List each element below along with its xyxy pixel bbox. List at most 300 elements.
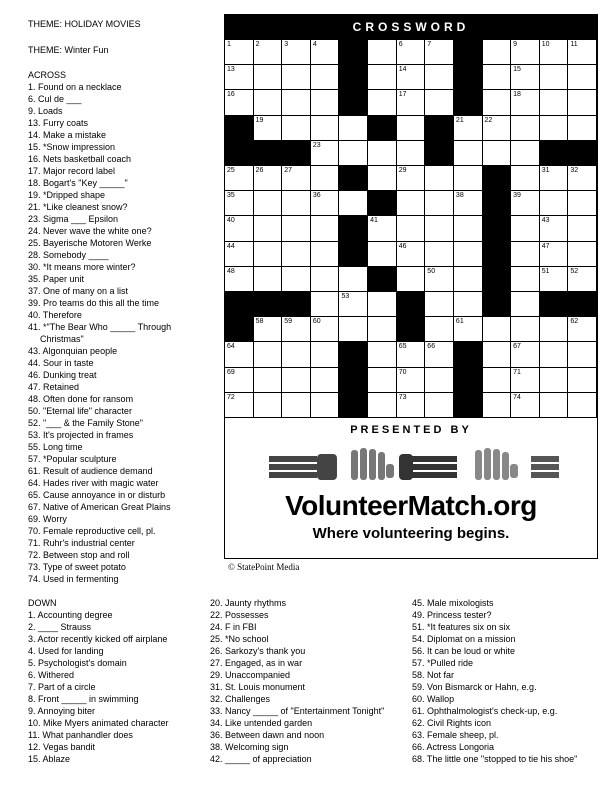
cell-number: 67 xyxy=(513,343,521,351)
grid-cell[interactable] xyxy=(339,191,368,216)
grid-cell[interactable] xyxy=(225,242,254,267)
grid-cell[interactable] xyxy=(397,368,426,393)
cell-number: 47 xyxy=(541,242,550,250)
grid-cell[interactable] xyxy=(511,166,540,191)
across-clue: 71. Ruhr's industrial center xyxy=(28,538,135,548)
across-clue: 40. Therefore xyxy=(28,310,82,320)
across-clue: 55. Long time xyxy=(28,442,83,452)
down-clues-col1 xyxy=(28,597,169,765)
across-header: ACROSS xyxy=(28,70,67,80)
grid-block xyxy=(339,90,368,115)
grid-cell[interactable] xyxy=(397,393,426,418)
grid-cell[interactable] xyxy=(311,40,340,65)
grid-cell[interactable] xyxy=(540,317,569,342)
grid-cell[interactable] xyxy=(368,166,397,191)
grid-cell[interactable] xyxy=(368,317,397,342)
down-clue: 27. Engaged, as in war xyxy=(210,658,303,668)
cell-number: 15 xyxy=(513,66,521,74)
grid-cell[interactable] xyxy=(568,342,597,367)
grid-cell[interactable] xyxy=(483,90,512,115)
cell-number: 14 xyxy=(398,66,407,74)
down-clue: 57. *Pulled ride xyxy=(412,658,474,668)
grid-cell[interactable] xyxy=(425,317,454,342)
grid-cell[interactable] xyxy=(225,90,254,115)
grid-cell[interactable] xyxy=(311,90,340,115)
grid-cell[interactable] xyxy=(483,141,512,166)
cell-number: 32 xyxy=(570,167,579,174)
grid-cell[interactable] xyxy=(282,242,311,267)
credit-line: © StatePoint Media xyxy=(228,562,300,572)
down-clue: 51. *It features six on six xyxy=(412,622,511,632)
grid-cell[interactable] xyxy=(568,90,597,115)
grid-cell[interactable] xyxy=(540,191,569,216)
cell-number: 46 xyxy=(398,242,407,250)
grid-block xyxy=(568,141,597,166)
grid-block xyxy=(339,242,368,267)
down-clue: 31. St. Louis monument xyxy=(210,682,306,692)
grid-cell[interactable] xyxy=(225,393,254,418)
grid-cell[interactable] xyxy=(254,267,283,292)
grid-cell[interactable] xyxy=(282,65,311,90)
grid-cell[interactable] xyxy=(568,216,597,241)
grid-cell[interactable] xyxy=(311,393,340,418)
grid-cell[interactable] xyxy=(282,90,311,115)
cell-number: 50 xyxy=(427,267,436,275)
grid-block xyxy=(339,65,368,90)
cell-number: 4 xyxy=(312,41,317,48)
grid-cell[interactable] xyxy=(311,368,340,393)
grid-cell[interactable] xyxy=(483,116,512,141)
grid-cell[interactable] xyxy=(254,342,283,367)
grid-cell[interactable] xyxy=(568,116,597,141)
grid-cell[interactable] xyxy=(568,191,597,216)
grid-cell[interactable] xyxy=(368,141,397,166)
down-clue: 66. Actress Longoria xyxy=(412,742,495,752)
grid-cell[interactable] xyxy=(339,267,368,292)
grid-cell[interactable] xyxy=(397,242,426,267)
grid-cell[interactable] xyxy=(225,191,254,216)
grid-block xyxy=(483,216,512,241)
across-clue: 64. Hades river with magic water xyxy=(28,478,159,488)
grid-cell[interactable] xyxy=(425,292,454,317)
grid-cell[interactable] xyxy=(511,393,540,418)
crossword-grid xyxy=(225,40,597,418)
grid-cell[interactable] xyxy=(282,267,311,292)
grid-block xyxy=(225,116,254,141)
down-clues-col3 xyxy=(412,597,577,765)
across-clue: 67. Native of American Great Plains xyxy=(28,502,171,512)
grid-cell[interactable] xyxy=(511,342,540,367)
cell-number: 41 xyxy=(370,217,378,225)
across-clue: 14. Make a mistake xyxy=(28,130,107,140)
grid-cell[interactable] xyxy=(339,292,368,317)
grid-cell[interactable] xyxy=(511,90,540,115)
grid-block xyxy=(339,342,368,367)
cell-number: 62 xyxy=(570,318,579,326)
down-clue: 8. Front _____ in swimming xyxy=(28,694,139,704)
across-clue: 48. Often done for ransom xyxy=(28,394,134,404)
across-clue: 70. Female reproductive cell, pl. xyxy=(28,526,156,536)
grid-cell[interactable] xyxy=(511,317,540,342)
grid-cell[interactable] xyxy=(511,65,540,90)
grid-cell[interactable] xyxy=(254,116,283,141)
grid-cell[interactable] xyxy=(454,317,483,342)
down-clue: 12. Vegas bandit xyxy=(28,742,96,752)
down-clue: 24. F in FBI xyxy=(210,622,257,632)
grid-cell[interactable] xyxy=(568,368,597,393)
across-clue: 35. Paper unit xyxy=(28,274,85,284)
grid-cell[interactable] xyxy=(568,317,597,342)
across-clue: 6. Cul de ___ xyxy=(28,94,82,104)
grid-cell[interactable] xyxy=(425,191,454,216)
grid-cell[interactable] xyxy=(311,267,340,292)
across-clue: 43. Algonquian people xyxy=(28,346,118,356)
grid-block xyxy=(483,267,512,292)
cell-number: 59 xyxy=(284,318,293,326)
grid-cell[interactable] xyxy=(568,40,597,65)
grid-cell[interactable] xyxy=(282,116,311,141)
grid-block xyxy=(254,292,283,317)
grid-cell[interactable] xyxy=(225,40,254,65)
grid-cell[interactable] xyxy=(397,267,426,292)
down-clue: 38. Welcoming sign xyxy=(210,742,289,752)
grid-cell[interactable] xyxy=(225,342,254,367)
grid-cell[interactable] xyxy=(368,242,397,267)
grid-cell[interactable] xyxy=(311,292,340,317)
cell-number: 17 xyxy=(398,91,407,99)
grid-cell[interactable] xyxy=(368,368,397,393)
grid-cell[interactable] xyxy=(311,242,340,267)
grid-cell[interactable] xyxy=(397,65,426,90)
cell-number: 69 xyxy=(227,368,235,376)
grid-cell[interactable] xyxy=(425,166,454,191)
grid-cell[interactable] xyxy=(311,342,340,367)
grid-cell[interactable] xyxy=(311,116,340,141)
cell-number: 9 xyxy=(513,41,518,48)
grid-block xyxy=(339,40,368,65)
grid-cell[interactable] xyxy=(540,393,569,418)
grid-cell[interactable] xyxy=(339,116,368,141)
down-clue: 45. Male mixologists xyxy=(412,598,494,608)
cell-number: 7 xyxy=(427,41,432,48)
presented-by-label: PRESENTED BY xyxy=(350,424,472,436)
cell-number: 38 xyxy=(455,192,464,200)
grid-cell[interactable] xyxy=(225,267,254,292)
theme-winter: THEME: Winter Fun xyxy=(28,45,109,55)
grid-cell[interactable] xyxy=(540,40,569,65)
across-clue: 13. Furry coats xyxy=(28,118,89,128)
grid-cell[interactable] xyxy=(311,317,340,342)
cell-number: 39 xyxy=(513,192,521,200)
across-clue: 41. *"The Bear Who _____ Through xyxy=(28,322,172,332)
cell-number: 29 xyxy=(398,167,407,174)
cell-number: 6 xyxy=(398,41,403,48)
cell-number: 70 xyxy=(398,368,407,376)
cell-number: 10 xyxy=(541,41,550,48)
grid-block xyxy=(225,317,254,342)
grid-cell[interactable] xyxy=(254,191,283,216)
grid-cell[interactable] xyxy=(540,267,569,292)
down-header: DOWN xyxy=(28,598,57,608)
cell-number: 48 xyxy=(227,267,235,275)
grid-block xyxy=(483,242,512,267)
grid-cell[interactable] xyxy=(397,166,426,191)
across-clue: 61. Result of audience demand xyxy=(28,466,153,476)
grid-cell[interactable] xyxy=(282,166,311,191)
cell-number: 40 xyxy=(227,217,235,225)
across-clue: 17. Major record label xyxy=(28,166,116,176)
across-clue: 15. *Snow impression xyxy=(28,142,116,152)
grid-cell[interactable] xyxy=(540,242,569,267)
grid-cell[interactable] xyxy=(454,166,483,191)
grid-cell[interactable] xyxy=(483,40,512,65)
cell-number: 36 xyxy=(312,192,321,200)
grid-cell[interactable] xyxy=(425,65,454,90)
grid-cell[interactable] xyxy=(311,65,340,90)
grid-cell[interactable] xyxy=(368,216,397,241)
grid-cell[interactable] xyxy=(540,116,569,141)
grid-block xyxy=(454,65,483,90)
grid-block xyxy=(339,166,368,191)
down-clue: 20. Jaunty rhythms xyxy=(210,598,287,608)
grid-cell[interactable] xyxy=(511,368,540,393)
grid-cell[interactable] xyxy=(311,141,340,166)
cell-number: 61 xyxy=(455,318,464,326)
grid-cell[interactable] xyxy=(454,116,483,141)
grid-cell[interactable] xyxy=(397,216,426,241)
grid-cell[interactable] xyxy=(540,342,569,367)
down-clue: 42. _____ of appreciation xyxy=(210,754,312,764)
cell-number: 26 xyxy=(255,167,264,174)
grid-cell[interactable] xyxy=(425,242,454,267)
across-clue: 44. Sour in taste xyxy=(28,358,94,368)
grid-cell[interactable] xyxy=(540,65,569,90)
grid-cell[interactable] xyxy=(368,65,397,90)
grid-cell[interactable] xyxy=(425,90,454,115)
across-clue: 57. *Popular sculpture xyxy=(28,454,117,464)
grid-cell[interactable] xyxy=(368,292,397,317)
across-clue: 24. Never wave the white one? xyxy=(28,226,152,236)
across-clue: 28. Somebody ____ xyxy=(28,250,109,260)
grid-cell[interactable] xyxy=(254,40,283,65)
grid-block xyxy=(454,393,483,418)
grid-cell[interactable] xyxy=(368,393,397,418)
grid-block xyxy=(483,292,512,317)
sponsor-name: VolunteerMatch.org xyxy=(285,490,537,521)
grid-block xyxy=(368,267,397,292)
grid-cell[interactable] xyxy=(282,368,311,393)
across-clue: 74. Used in fermenting xyxy=(28,574,119,584)
grid-block xyxy=(568,292,597,317)
grid-cell[interactable] xyxy=(397,90,426,115)
grid-block xyxy=(282,292,311,317)
grid-cell[interactable] xyxy=(568,393,597,418)
grid-cell[interactable] xyxy=(568,242,597,267)
grid-cell[interactable] xyxy=(454,216,483,241)
grid-cell[interactable] xyxy=(540,216,569,241)
cell-number: 74 xyxy=(513,393,521,401)
grid-cell[interactable] xyxy=(254,242,283,267)
grid-cell[interactable] xyxy=(397,141,426,166)
grid-cell[interactable] xyxy=(511,242,540,267)
across-clue: 46. Dunking treat xyxy=(28,370,97,380)
grid-cell[interactable] xyxy=(425,216,454,241)
cell-number: 23 xyxy=(312,141,321,149)
across-clue: 30. *It means more winter? xyxy=(28,262,136,272)
grid-cell[interactable] xyxy=(511,267,540,292)
grid-block xyxy=(282,141,311,166)
across-clue: 18. Bogart's "Key _____" xyxy=(28,178,128,188)
cell-number: 35 xyxy=(227,192,235,200)
down-clue: 22. Possesses xyxy=(210,610,269,620)
grid-cell[interactable] xyxy=(483,393,512,418)
grid-cell[interactable] xyxy=(397,116,426,141)
grid-cell[interactable] xyxy=(368,90,397,115)
grid-cell[interactable] xyxy=(454,191,483,216)
grid-cell[interactable] xyxy=(282,216,311,241)
grid-cell[interactable] xyxy=(511,116,540,141)
cell-number: 2 xyxy=(255,41,260,48)
grid-block xyxy=(483,166,512,191)
grid-cell[interactable] xyxy=(254,65,283,90)
down-clue: 33. Nancy _____ of "Entertainment Tonight" xyxy=(210,706,385,716)
cell-number: 27 xyxy=(284,167,293,174)
grid-cell[interactable] xyxy=(511,292,540,317)
down-clue: 11. What panhandler does xyxy=(28,730,133,740)
grid-cell[interactable] xyxy=(339,141,368,166)
grid-cell[interactable] xyxy=(368,40,397,65)
grid-cell[interactable] xyxy=(282,191,311,216)
across-clue: 47. Retained xyxy=(28,382,80,392)
grid-cell[interactable] xyxy=(454,242,483,267)
sponsor-tagline: Where volunteering begins. xyxy=(312,525,510,542)
grid-cell[interactable] xyxy=(425,40,454,65)
grid-cell[interactable] xyxy=(483,317,512,342)
grid-cell[interactable] xyxy=(397,342,426,367)
grid-cell[interactable] xyxy=(254,90,283,115)
cell-number: 53 xyxy=(341,293,350,300)
grid-cell[interactable] xyxy=(254,393,283,418)
cell-number: 66 xyxy=(427,343,436,351)
grid-block xyxy=(454,40,483,65)
grid-cell[interactable] xyxy=(225,216,254,241)
grid-cell[interactable] xyxy=(511,216,540,241)
grid-cell[interactable] xyxy=(425,267,454,292)
grid-block xyxy=(454,342,483,367)
grid-block xyxy=(254,141,283,166)
cell-number: 71 xyxy=(513,368,521,376)
grid-cell[interactable] xyxy=(339,317,368,342)
grid-cell[interactable] xyxy=(425,342,454,367)
cell-number: 18 xyxy=(513,91,521,99)
cell-number: 13 xyxy=(227,66,235,74)
cell-number: 22 xyxy=(484,116,493,124)
grid-cell[interactable] xyxy=(483,368,512,393)
cell-number: 52 xyxy=(570,267,579,275)
grid-cell[interactable] xyxy=(454,267,483,292)
grid-cell[interactable] xyxy=(540,166,569,191)
grid-block xyxy=(225,292,254,317)
grid-cell[interactable] xyxy=(254,317,283,342)
cell-number: 19 xyxy=(255,116,264,124)
grid-cell[interactable] xyxy=(483,342,512,367)
grid-cell[interactable] xyxy=(368,342,397,367)
cell-number: 16 xyxy=(227,91,235,99)
crossword-title: CROSSWORD xyxy=(225,15,597,40)
down-clue: 9. Annoying biter xyxy=(28,706,96,716)
down-clue: 29. Unaccompanied xyxy=(210,670,291,680)
down-clue: 32. Challenges xyxy=(210,694,271,704)
cell-number: 25 xyxy=(227,167,235,174)
grid-cell[interactable] xyxy=(225,368,254,393)
cell-number: 60 xyxy=(312,318,321,326)
grid-cell[interactable] xyxy=(225,65,254,90)
down-clue: 54. Diplomat on a mission xyxy=(412,634,516,644)
grid-cell[interactable] xyxy=(454,141,483,166)
grid-cell[interactable] xyxy=(282,317,311,342)
grid-cell[interactable] xyxy=(254,368,283,393)
down-clues-col2 xyxy=(210,597,384,765)
down-clue: 15. Ablaze xyxy=(28,754,71,764)
grid-cell[interactable] xyxy=(425,368,454,393)
across-clue: 1. Found on a necklace xyxy=(28,82,122,92)
grid-cell[interactable] xyxy=(397,40,426,65)
grid-cell[interactable] xyxy=(254,166,283,191)
grid-cell[interactable] xyxy=(311,166,340,191)
across-clue: 53. It's projected in frames xyxy=(28,430,134,440)
across-clue: 39. Pro teams do this all the time xyxy=(28,298,160,308)
down-clue: 6. Withered xyxy=(28,670,75,680)
grid-block xyxy=(225,141,254,166)
grid-cell[interactable] xyxy=(425,393,454,418)
grid-block xyxy=(368,116,397,141)
down-clue: 5. Psychologist's domain xyxy=(28,658,127,668)
grid-cell[interactable] xyxy=(225,166,254,191)
grid-cell[interactable] xyxy=(511,40,540,65)
down-clue: 26. Sarkozy's thank you xyxy=(210,646,306,656)
down-clue: 36. Between dawn and noon xyxy=(210,730,325,740)
down-clue: 10. Mike Myers animated character xyxy=(28,718,169,728)
grid-cell[interactable] xyxy=(454,292,483,317)
cell-number: 58 xyxy=(255,318,264,326)
grid-cell[interactable] xyxy=(540,368,569,393)
down-clue: 2. ____ Strauss xyxy=(28,622,92,632)
down-clue: 63. Female sheep, pl. xyxy=(412,730,499,740)
grid-cell[interactable] xyxy=(483,65,512,90)
cell-number: 72 xyxy=(227,393,235,401)
down-clue: 60. Wallop xyxy=(412,694,455,704)
grid-cell[interactable] xyxy=(254,216,283,241)
grid-cell[interactable] xyxy=(397,191,426,216)
grid-cell[interactable] xyxy=(311,191,340,216)
grid-cell[interactable] xyxy=(568,267,597,292)
grid-block xyxy=(454,368,483,393)
cell-number: 44 xyxy=(227,242,235,250)
grid-cell[interactable] xyxy=(282,40,311,65)
grid-cell[interactable] xyxy=(282,342,311,367)
cell-number: 43 xyxy=(541,217,550,225)
down-clue: 25. *No school xyxy=(210,634,269,644)
grid-cell[interactable] xyxy=(311,216,340,241)
grid-cell[interactable] xyxy=(511,191,540,216)
grid-cell[interactable] xyxy=(540,90,569,115)
grid-cell[interactable] xyxy=(568,166,597,191)
grid-cell[interactable] xyxy=(511,141,540,166)
down-clue: 4. Used for landing xyxy=(28,646,104,656)
grid-cell[interactable] xyxy=(282,393,311,418)
across-clue: 52. "___ & the Family Stone" xyxy=(28,418,143,428)
grid-cell[interactable] xyxy=(568,65,597,90)
